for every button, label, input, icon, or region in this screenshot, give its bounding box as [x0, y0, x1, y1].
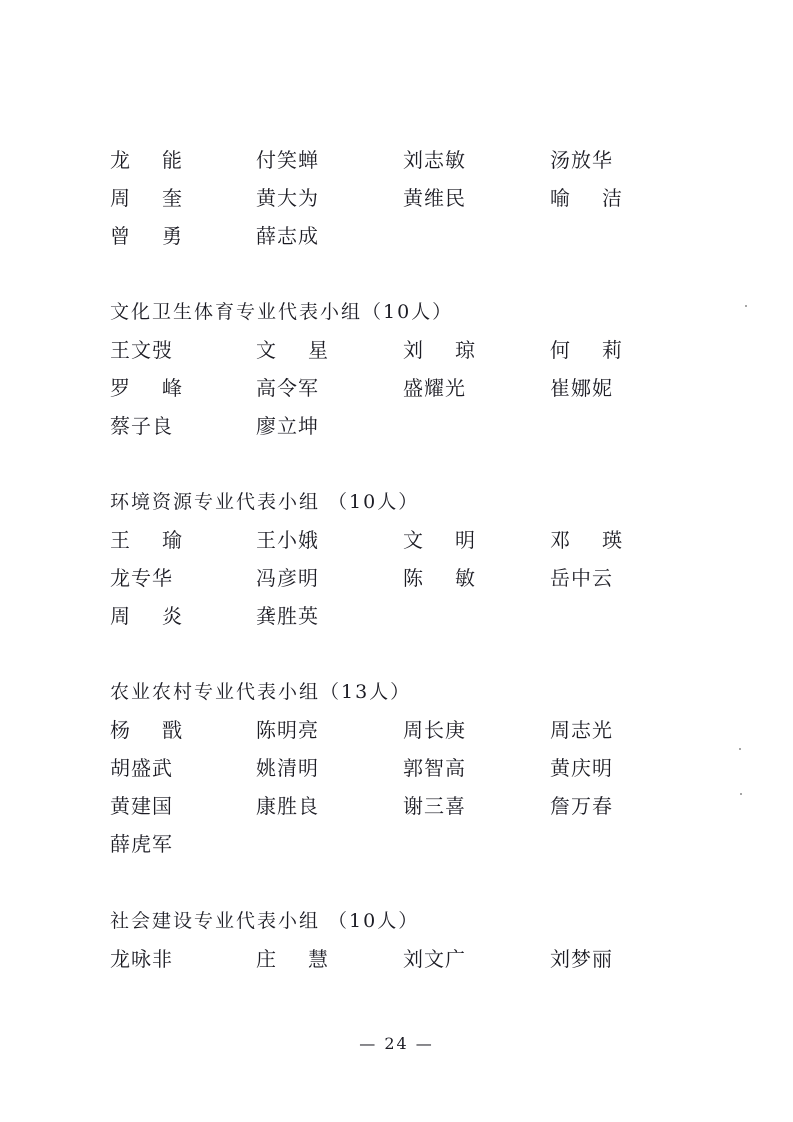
representative-name: 周志光	[550, 718, 613, 742]
representative-name: 罗峰	[110, 376, 214, 400]
name-row	[110, 141, 670, 179]
representative-name: 盛耀光	[403, 376, 466, 400]
representative-name: 蔡子良	[110, 414, 173, 438]
representative-name: 杨戬	[110, 718, 214, 742]
representative-name: 汤放华	[550, 148, 613, 172]
representative-name: 周炎	[110, 604, 214, 628]
representative-name: 刘琼	[403, 338, 507, 362]
name-group-agriculture-rural	[110, 677, 670, 863]
representative-name: 陈明亮	[256, 718, 319, 742]
name-row	[110, 179, 670, 217]
name-row	[110, 331, 670, 369]
name-row	[110, 825, 670, 863]
group-heading: 环境资源专业代表小组 （10人）	[110, 491, 420, 513]
representative-name: 谢三喜	[403, 794, 466, 818]
representative-name: 何莉	[550, 338, 654, 362]
name-row	[110, 369, 670, 407]
representative-name: 刘文广	[403, 947, 466, 971]
representative-name: 龙专华	[110, 566, 173, 590]
representative-name: 刘志敏	[403, 148, 466, 172]
representative-name: 龙能	[110, 148, 214, 172]
representative-name: 周奎	[110, 186, 214, 210]
representative-name: 黄大为	[256, 186, 319, 210]
group-heading: 文化卫生体育专业代表小组（10人）	[110, 301, 454, 323]
name-row	[110, 217, 670, 255]
scan-speck	[740, 793, 742, 795]
name-row	[110, 711, 670, 749]
representative-name: 喻洁	[550, 186, 654, 210]
name-row	[110, 940, 670, 978]
representative-name: 廖立坤	[256, 414, 319, 438]
representative-name: 文明	[403, 528, 507, 552]
representative-name: 刘梦丽	[550, 947, 613, 971]
representative-name: 黄建国	[110, 794, 173, 818]
name-row	[110, 521, 670, 559]
name-row	[110, 787, 670, 825]
representative-name: 姚清明	[256, 756, 319, 780]
representative-name: 文星	[256, 338, 360, 362]
representative-name: 胡盛武	[110, 756, 173, 780]
representative-name: 龙咏非	[110, 947, 173, 971]
representative-name: 曾勇	[110, 224, 214, 248]
representative-name: 黄维民	[403, 186, 466, 210]
representative-name: 王瑜	[110, 528, 214, 552]
name-group-continued	[110, 141, 670, 255]
name-group-culture-health-sports	[110, 297, 670, 445]
representative-name: 岳中云	[550, 566, 613, 590]
representative-name: 康胜良	[256, 794, 319, 818]
scan-speck	[745, 305, 747, 307]
name-group-social-construction	[110, 906, 670, 978]
name-group-environment-resources	[110, 487, 670, 635]
name-row	[110, 597, 670, 635]
representative-name: 邓瑛	[550, 528, 654, 552]
representative-name: 崔娜妮	[550, 376, 613, 400]
representative-name: 龚胜英	[256, 604, 319, 628]
group-heading: 社会建设专业代表小组 （10人）	[110, 910, 420, 932]
representative-name: 庄慧	[256, 947, 360, 971]
representative-name: 冯彦明	[256, 566, 319, 590]
representative-name: 黄庆明	[550, 756, 613, 780]
representative-name: 詹万春	[550, 794, 613, 818]
representative-name: 薛虎军	[110, 832, 173, 856]
representative-name: 王小娥	[256, 528, 319, 552]
representative-name: 陈敏	[403, 566, 507, 590]
representative-name: 付笑蝉	[256, 148, 319, 172]
representative-name: 薛志成	[256, 224, 319, 248]
representative-name: 周长庚	[403, 718, 466, 742]
group-heading: 农业农村专业代表小组（13人）	[110, 681, 412, 703]
name-row	[110, 407, 670, 445]
representative-name: 王文弢	[110, 338, 173, 362]
page-number: — 24 —	[359, 1034, 434, 1053]
scan-speck	[739, 748, 741, 750]
name-row	[110, 559, 670, 597]
representative-name: 高令军	[256, 376, 319, 400]
representative-name: 郭智高	[403, 756, 466, 780]
name-row	[110, 749, 670, 787]
